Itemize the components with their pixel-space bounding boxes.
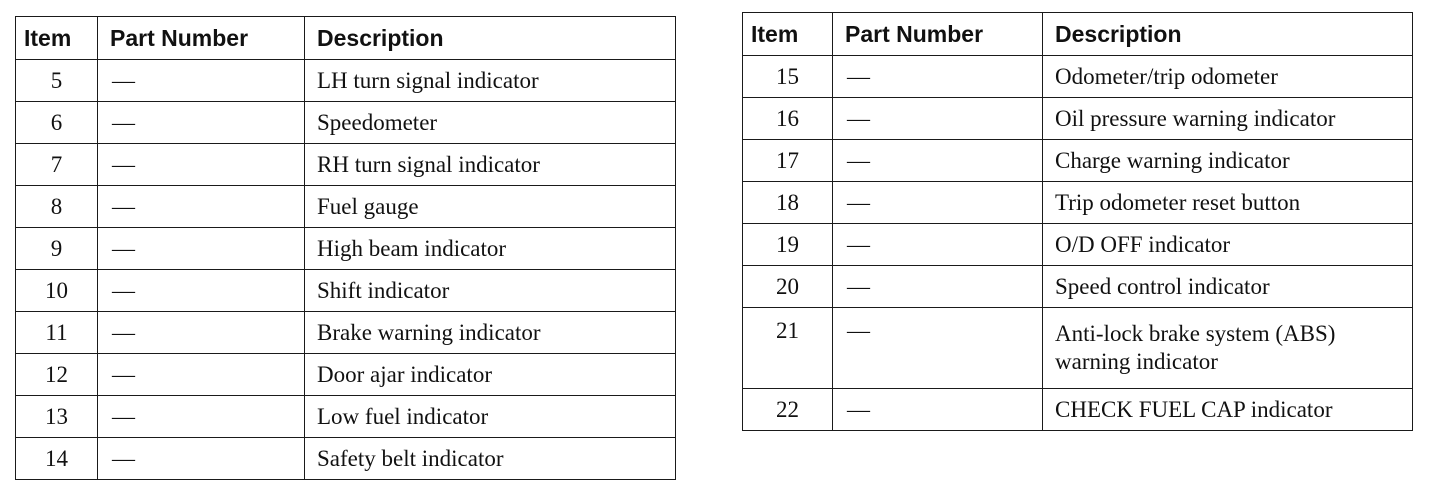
part-number: — — [98, 438, 305, 480]
table-row — [743, 224, 1413, 266]
table-row — [16, 144, 676, 186]
table-row — [16, 270, 676, 312]
part-number: — — [98, 270, 305, 312]
table-row — [16, 102, 676, 144]
table-row — [16, 438, 676, 480]
part-number: — — [98, 228, 305, 270]
table-row — [16, 354, 676, 396]
description: Speedometer — [305, 102, 676, 144]
item-number: 19 — [743, 224, 833, 266]
item-number: 11 — [16, 312, 98, 354]
item-number: 7 — [16, 144, 98, 186]
table-row — [743, 389, 1413, 431]
part-number: — — [833, 140, 1043, 182]
item-number: 6 — [16, 102, 98, 144]
parts-table-left — [15, 16, 676, 480]
item-number: 9 — [16, 228, 98, 270]
table-row — [743, 266, 1413, 308]
description: Odometer/trip odometer — [1043, 56, 1413, 98]
part-number: — — [833, 182, 1043, 224]
description: Safety belt indicator — [305, 438, 676, 480]
table-row — [743, 56, 1413, 98]
item-number: 8 — [16, 186, 98, 228]
description: Speed control indicator — [1043, 266, 1413, 308]
item-number: 10 — [16, 270, 98, 312]
parts-table-right — [742, 12, 1413, 431]
item-number: 5 — [16, 60, 98, 102]
part-number: — — [833, 389, 1043, 431]
table-row — [16, 60, 676, 102]
header-item: Item — [743, 13, 833, 56]
item-number: 14 — [16, 438, 98, 480]
description: Door ajar indicator — [305, 354, 676, 396]
description: RH turn signal indicator — [305, 144, 676, 186]
header-item: Item — [16, 17, 98, 60]
header-description: Description — [1043, 13, 1413, 56]
item-number: 20 — [743, 266, 833, 308]
item-number: 22 — [743, 389, 833, 431]
item-number: 15 — [743, 56, 833, 98]
description: Charge warning indicator — [1043, 140, 1413, 182]
table-header-row — [16, 17, 676, 60]
description: Brake warning indicator — [305, 312, 676, 354]
description: Fuel gauge — [305, 186, 676, 228]
description: O/D OFF indicator — [1043, 224, 1413, 266]
table-row — [743, 98, 1413, 140]
header-description: Description — [305, 17, 676, 60]
description: Anti-lock brake system (ABS) warning indicator — [1043, 308, 1413, 389]
header-part-number: Part Number — [833, 13, 1043, 56]
part-number: — — [98, 312, 305, 354]
part-number: — — [98, 396, 305, 438]
description: LH turn signal indicator — [305, 60, 676, 102]
item-number: 13 — [16, 396, 98, 438]
table-row — [16, 228, 676, 270]
description: High beam indicator — [305, 228, 676, 270]
description: Trip odometer reset button — [1043, 182, 1413, 224]
table-row — [743, 140, 1413, 182]
item-number: 12 — [16, 354, 98, 396]
item-number: 16 — [743, 98, 833, 140]
header-part-number: Part Number — [98, 17, 305, 60]
item-number: 21 — [743, 308, 833, 389]
part-number: — — [98, 186, 305, 228]
description: CHECK FUEL CAP indicator — [1043, 389, 1413, 431]
part-number: — — [98, 144, 305, 186]
table-row — [16, 312, 676, 354]
part-number: — — [833, 98, 1043, 140]
part-number: — — [833, 266, 1043, 308]
table-row — [743, 308, 1413, 389]
part-number: — — [98, 102, 305, 144]
description: Shift indicator — [305, 270, 676, 312]
table-row — [16, 396, 676, 438]
table-row — [16, 186, 676, 228]
table-row — [743, 182, 1413, 224]
description: Low fuel indicator — [305, 396, 676, 438]
table-header-row — [743, 13, 1413, 56]
item-number: 18 — [743, 182, 833, 224]
part-number: — — [833, 308, 1043, 389]
description: Oil pressure warning indicator — [1043, 98, 1413, 140]
part-number: — — [833, 224, 1043, 266]
part-number: — — [98, 354, 305, 396]
item-number: 17 — [743, 140, 833, 182]
part-number: — — [833, 56, 1043, 98]
part-number: — — [98, 60, 305, 102]
